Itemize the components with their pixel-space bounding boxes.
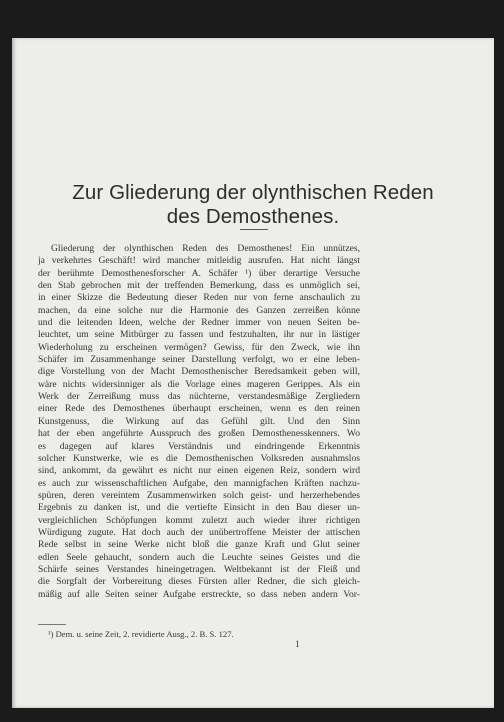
- text-line: Ergebnis zu danken ist, und die vertiefte Einsicht in den Bau dieser un-: [38, 502, 360, 514]
- text-line: die Sorgfalt der Vorbereitung dieses Fürsten aller Redner, die sich gleich-: [38, 576, 360, 588]
- text-line: Würdigung zugute. Hat doch auch der unübertroffene Meister der attischen: [38, 526, 360, 538]
- text-line: der berühmte Demosthenesforscher A. Schäfer ¹) über derartige Versuche: [38, 267, 360, 279]
- document-page: [12, 38, 494, 708]
- title-line-2: des Demosthenes.: [166, 205, 340, 228]
- text-line: Wiederholung zu erscheinen vermögen? Gewiss, für den Zweck, wie ihn: [38, 341, 360, 353]
- text-line: wäre nichts widersinniger als die Vorlage eines mageren Gerippes. Als ein: [38, 378, 360, 390]
- text-line: Schärfe seines Verstandes hineingetragen. Weltbekannt ist der Fleiß und: [38, 563, 360, 575]
- text-line: Werk der Zerreißung muss das nüchterne, verstandesmäßige Zergliedern: [38, 391, 360, 403]
- body-paragraph: [38, 243, 360, 601]
- text-line: sind, ankommt, da gewährt es nicht nur einen eigenen Reiz, sondern wird: [38, 465, 360, 477]
- text-line: dige Vorstellung von der Macht Demosthenischer Beredsamkeit geben will,: [38, 366, 360, 378]
- footnote-divider: [38, 624, 66, 625]
- title-line-1: Zur Gliederung der olynthischen Reden: [72, 181, 434, 204]
- text-line: Rede selbst in seine Werke nicht bloß die ganze Kraft und Glut seiner: [38, 539, 360, 551]
- text-line: einer Rede des Demosthenes überhaupt erscheinen, wenn es den reinen: [38, 403, 360, 415]
- text-line: solcher Kunstwerke, wie es die Demosthenischen Volksreden ausnahmslos: [38, 452, 360, 464]
- text-line: und die leitenden Ideen, welche der Redner immer von neuen Seiten be-: [38, 317, 360, 329]
- text-line: vergleichlichen Schöpfungen kommt zuletzt auch wieder ihrer richtigen: [38, 514, 360, 526]
- page-number: 1: [295, 639, 300, 649]
- text-line: Schäfer im Zusammenhange seiner Darstellung verfolgt, wo er eine leben-: [38, 354, 360, 366]
- text-line: es dagegen auf klares Verständnis und eindringende Erkenntnis: [38, 440, 360, 452]
- text-line: machen, da eine solche nur die Harmonie des Ganzen zerreißen könne: [38, 304, 360, 316]
- text-line: Gliederung der olynthischen Reden des Demosthenes! Ein unnützes,: [51, 243, 360, 254]
- text-line: es auch zur wissenschaftlichen Aufgabe, den mannigfachen Kräften nachzu-: [38, 477, 360, 489]
- text-line: den Stab gebrochen mit der treffenden Bemerkung, dass es unmöglich sei,: [38, 280, 360, 292]
- text-line: leuchtet, um seine Mitbürger zu fassen und festzuhalten, ihr nur in lästiger: [38, 329, 360, 341]
- page-title: [12, 181, 494, 229]
- footnote: ¹) Dem. u. seine Zeit, 2. revidierte Ausg., 2. B. S. 127.: [48, 629, 234, 639]
- text-line: hat der eben angeführte Ausspruch des großen Demosthenesskenners. Wo: [38, 428, 360, 440]
- text-line: in einer Skizze die Bedeutung dieser Reden nur von ferne anschaulich zu: [38, 292, 360, 304]
- text-line: ja verkehrtes Geschäft! wird mancher mitleidig ausrufen. Hat nicht längst: [38, 255, 360, 267]
- text-line: mäßig auf alle Seiten seiner Aufgabe erstreckte, so dass neben andern Vor-: [38, 588, 360, 600]
- text-line: Kunstgenuss, die Wirkung auf das Gefühl gilt. Und den Sinn: [38, 415, 360, 427]
- title-divider: [240, 229, 268, 230]
- text-line: spüren, deren vereintem Zusammenwirken solch geist- und herzerhebendes: [38, 489, 360, 501]
- text-line: edlen Seele gehaucht, sondern auch die Leuchte seines Geistes und die: [38, 551, 360, 563]
